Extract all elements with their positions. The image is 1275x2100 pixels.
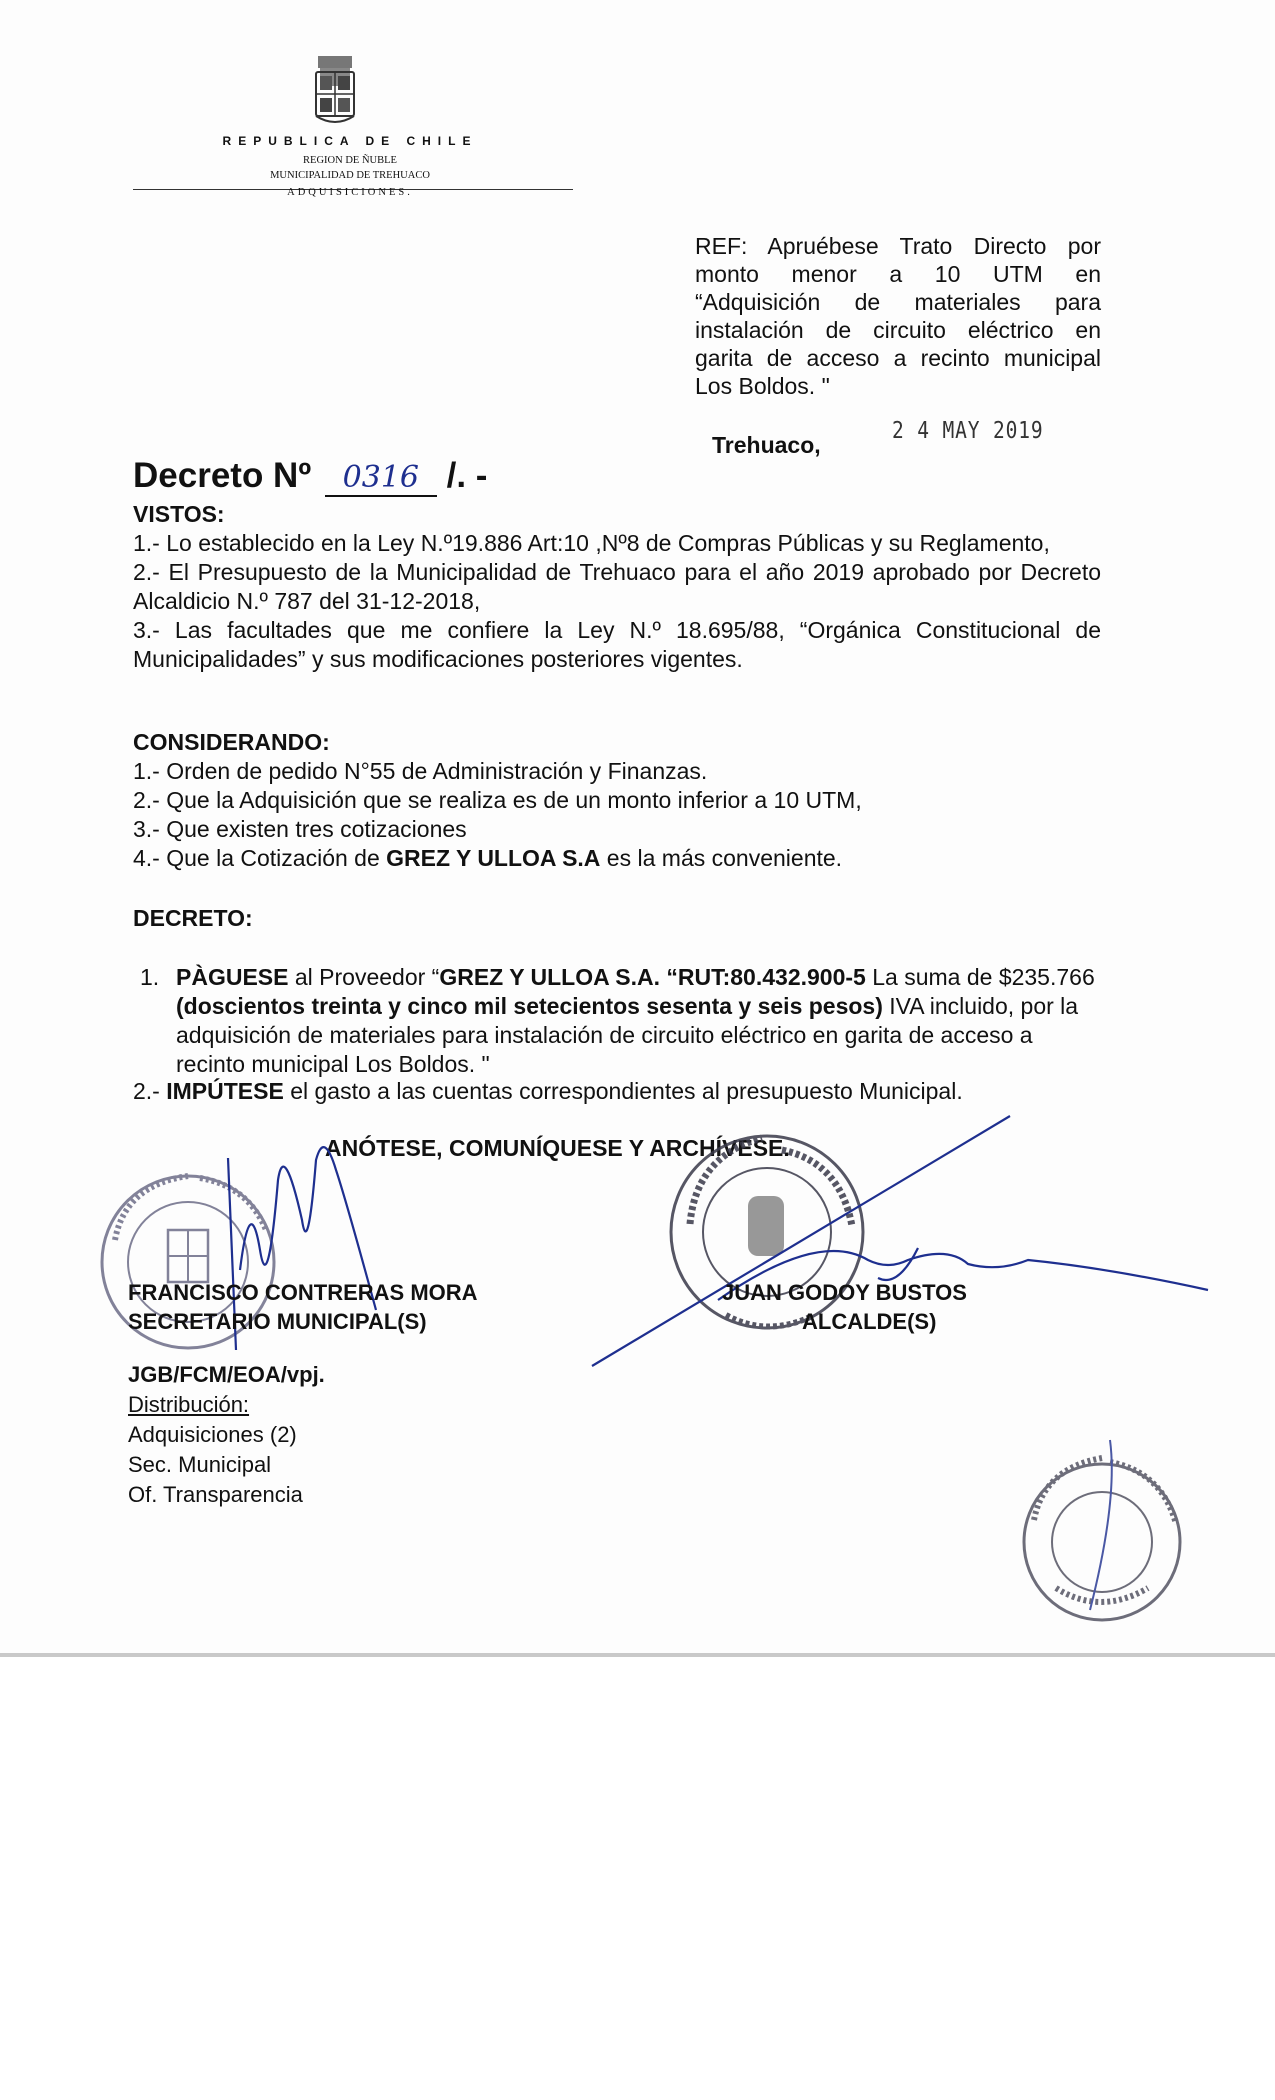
closing-formula: ANÓTESE, COMUNÍQUESE Y ARCHÍVESE. [325, 1135, 790, 1161]
considerando-item4-vendor: GREZ Y ULLOA S.A [386, 845, 601, 871]
right-signatory-name: JUAN GODOY BUSTOS [722, 1280, 967, 1305]
date-stamp: 2 4 MAY 2019 [892, 418, 1044, 444]
decreto-item-2-verb: IMPÚTESE [166, 1078, 284, 1104]
vistos-item: 3.- Las facultades que me confiere la Ley N.º 18.695/88, “Orgánica Constitucional de Municipalidades” y sus modificaciones posteriores vigentes. [133, 617, 1101, 672]
considerando-item4-suffix: es la más conveniente. [600, 845, 843, 871]
right-signatory [722, 1278, 967, 1336]
decreto-item-1-vendor: GREZ Y ULLOA S.A. “RUT:80.432.900-5 [439, 964, 866, 990]
reference-line: REF: Apruébese Trato Directo por [695, 233, 1101, 259]
decree-label: Decreto Nº [133, 456, 312, 495]
reference-line: monto menor a 10 UTM en [695, 261, 1101, 287]
reference-line: garita de acceso a recinto municipal [695, 345, 1101, 371]
right-signatory-title: ALCALDE(S) [802, 1309, 937, 1334]
decreto-item-1-amount-words: (doscientos treinta y cinco mil setecientos sesenta y seis pesos) [176, 993, 883, 1019]
decreto-item-1-text-a: al Proveedor “ [288, 964, 440, 990]
considerando-heading: CONSIDERANDO: [133, 729, 330, 755]
decreto-item-2-text: el gasto a las cuentas correspondientes al presupuesto Municipal. [283, 1078, 963, 1104]
control-stamp-icon [1024, 1440, 1180, 1620]
decreto-heading: DECRETO: [133, 905, 253, 931]
distribution-item: Sec. Municipal [128, 1452, 272, 1477]
decreto-item-1-text-b: La suma de $235.766 [865, 964, 1095, 990]
left-signatory-title: SECRETARIO MUNICIPAL(S) [128, 1309, 427, 1334]
initials: JGB/FCM/EOA/vpj. [128, 1362, 325, 1387]
decree-suffix: /. - [446, 456, 488, 495]
decreto-item-1-text-c: IVA incluido, por la adquisición de materiales para instalación de circuito eléctrico en garita de acceso a recinto municipal Los Boldos. " [176, 993, 1079, 1077]
header-municipality: MUNICIPALIDAD DE TREHUACO [270, 170, 430, 181]
decreto-item-2-prefix: 2.- [133, 1078, 167, 1104]
considerando-item: 2.- Que la Adquisición que se realiza es de un monto inferior a 10 UTM, [133, 787, 862, 813]
header-department: ADQUISICIONES. [287, 187, 413, 198]
vistos-item: 2.- El Presupuesto de la Municipalidad de Trehuaco para el año 2019 aprobado por Decreto Alcaldicio N.º 787 del 31-12-2018, [133, 559, 1101, 614]
reference-line: Los Boldos. " [695, 373, 830, 399]
distribution-item: Adquisiciones (2) [128, 1422, 297, 1447]
vistos-item: 1.- Lo establecido en la Ley N.º19.886 Art:10 ,Nº8 de Compras Públicas y su Reglamento, [133, 530, 1050, 556]
decreto-item-1-number: 1. [140, 964, 160, 990]
reference-line: instalación de circuito eléctrico en [695, 317, 1101, 343]
reference-line: “Adquisición de materiales para [695, 289, 1101, 315]
header-region: REGION DE ÑUBLE [303, 155, 397, 166]
left-signatory-name: FRANCISCO CONTRERAS MORA [128, 1280, 478, 1305]
considerando-item4-prefix: 4.- Que la Cotización de [133, 845, 387, 871]
left-signatory [128, 1278, 478, 1336]
decree-number: 0316 [325, 460, 437, 497]
header-republic: REPUBLICA DE CHILE [222, 134, 478, 148]
distribution-heading: Distribución: [128, 1392, 250, 1417]
considerando-item: 1.- Orden de pedido N°55 de Administración y Finanzas. [133, 758, 708, 784]
place-name: Trehuaco, [712, 432, 821, 458]
distribution-item: Of. Transparencia [128, 1482, 303, 1507]
vistos-heading: VISTOS: [133, 501, 225, 527]
distribution-block [128, 1360, 325, 1510]
decreto-item-1-verb: PÀGUESE [176, 964, 289, 990]
considerando-item: 3.- Que existen tres cotizaciones [133, 816, 467, 842]
